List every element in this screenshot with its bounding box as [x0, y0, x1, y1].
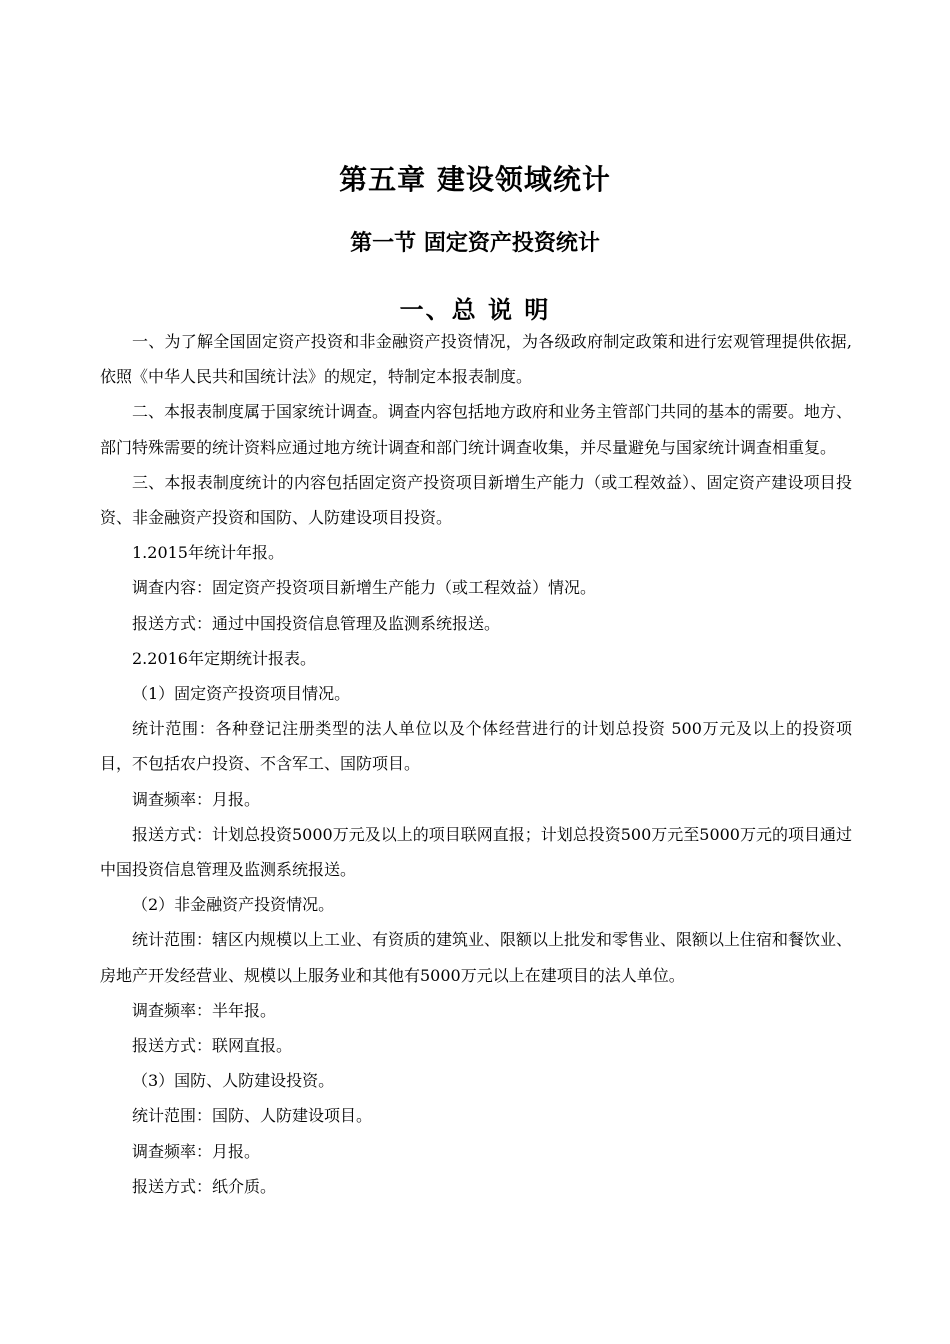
paragraph: （1）固定资产投资项目情况。 [132, 684, 351, 704]
paragraph: 调查频率：月报。 [132, 789, 261, 809]
paragraph: 调查频率：月报。 [132, 1141, 261, 1161]
paragraph: 二、本报表制度属于国家统计调查。调查内容包括地方政府和业务主管部门共同的基本的需要。地方、部门特殊需要的统计资料应通过地方统计调查和部门统计调查收集，并尽量避免与国家统计调查相重复。 [100, 402, 853, 457]
paragraph: 一、为了解全国固定资产投资和非金融资产投资情况，为各级政府制定政策和进行宏观管理提供依据,依照《中华人民共和国统计法》的规定，特制定本报表制度。 [100, 332, 852, 387]
paragraph: 1.2015年统计年报。 [132, 543, 284, 563]
body-text [100, 324, 852, 1204]
chapter-title: 第五章 建设领域统计 [339, 162, 611, 196]
paragraph: （2）非金融资产投资情况。 [132, 895, 335, 915]
paragraph: 统计范围：辖区内规模以上工业、有资质的建筑业、限额以上批发和零售业、限额以上住宿和餐饮业、房地产开发经营业、规模以上服务业和其他有5000万元以上在建项目的法人单位。 [100, 930, 853, 985]
paragraph: 统计范围：各种登记注册类型的法人单位以及个体经营进行的计划总投资 500万元及以上的投资项目，不包括农户投资、不含军工、国防项目。 [100, 719, 852, 774]
paragraph: 报送方式：纸介质。 [132, 1176, 277, 1196]
paragraph: 报送方式：计划总投资5000万元及以上的项目联网直报；计划总投资500万元至5000万元的项目通过中国投资信息管理及监测系统报送。 [100, 824, 852, 880]
section-title: 第一节 固定资产投资统计 [350, 231, 600, 257]
part-title: 一、总 说 明 [399, 296, 551, 324]
paragraph: 三、本报表制度统计的内容包括固定资产投资项目新增生产能力（或工程效益）、固定资产建设项目投资、非金融资产投资和国防、人防建设项目投资。 [100, 472, 852, 528]
paragraph: （3）国防、人防建设投资。 [132, 1071, 335, 1091]
paragraph: 调查频率：半年报。 [132, 1000, 277, 1020]
paragraph: 统计范围：国防、人防建设项目。 [132, 1106, 373, 1126]
paragraph: 报送方式：联网直报。 [132, 1036, 293, 1056]
paragraph: 调查内容：固定资产投资项目新增生产能力（或工程效益）情况。 [132, 578, 597, 598]
paragraph: 报送方式：通过中国投资信息管理及监测系统报送。 [132, 613, 501, 633]
paragraph: 2.2016年定期统计报表。 [132, 648, 316, 668]
